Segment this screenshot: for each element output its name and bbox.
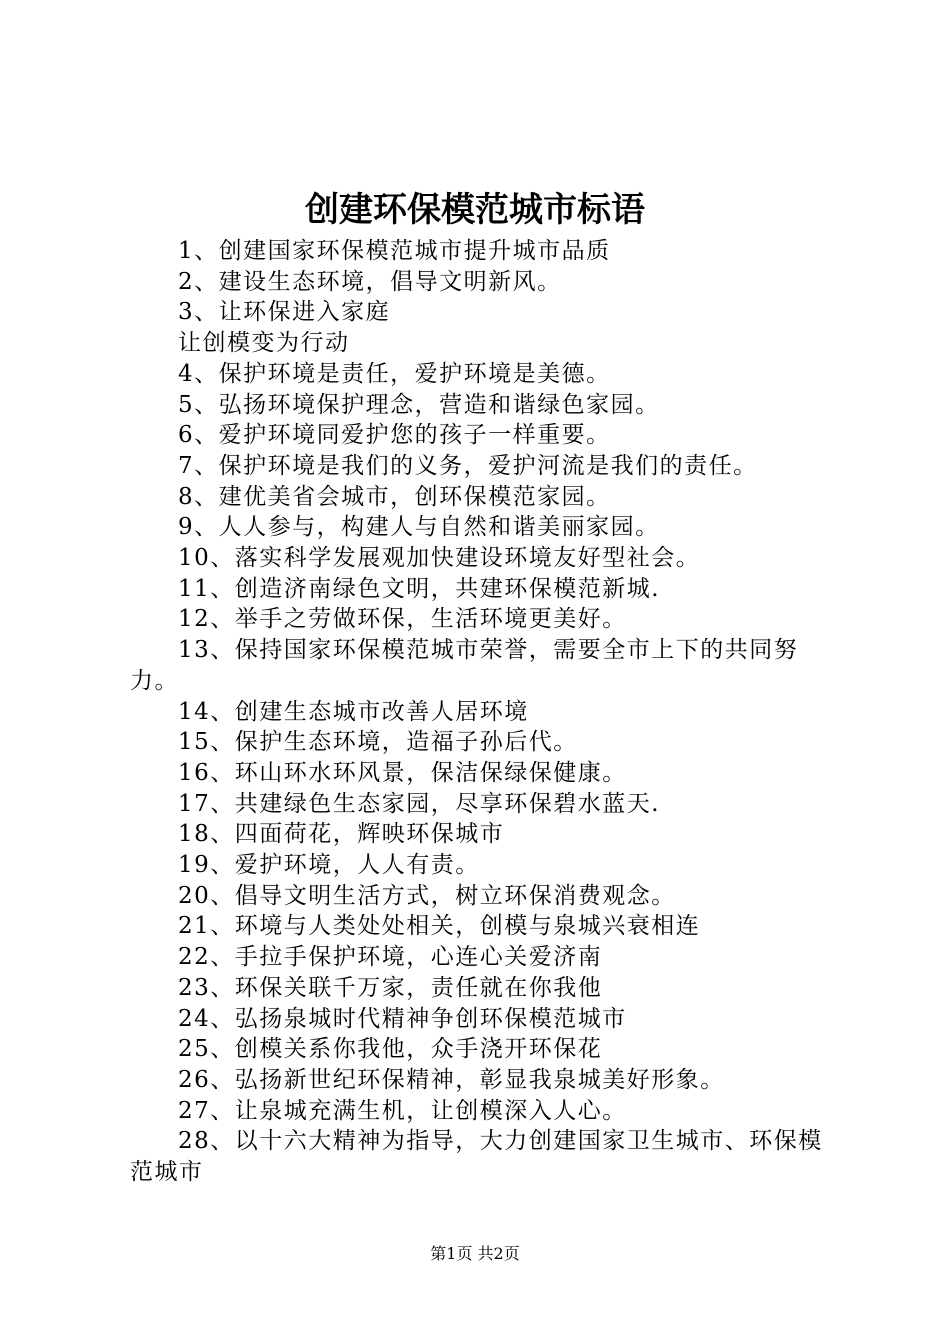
slogan-paragraph: 7、保护环境是我们的义务，爱护河流是我们的责任。 [178,452,758,479]
slogan-paragraph: 12、举手之劳做环保，生活环境更美好。 [178,606,627,633]
slogan-paragraph: 11、创造济南绿色文明，共建环保模范新城. [178,575,661,602]
document-title: 创建环保模范城市标语 [305,190,645,230]
slogan-paragraph: 让创模变为行动 [178,330,350,357]
slogan-paragraph: 20、倡导文明生活方式，树立环保消费观念。 [178,882,676,909]
slogan-paragraph: 21、环境与人类处处相关，创模与泉城兴衰相连 [178,913,701,940]
slogan-paragraph: 1、创建国家环保模范城市提升城市品质 [178,238,611,264]
slogan-paragraph: 18、四面荷花，辉映环保城市 [178,821,505,848]
slogan-paragraph: 2、建设生态环境，倡导文明新风。 [178,268,562,295]
slogan-paragraph: 28、以十六大精神为指导，大力创建国家卫生城市、环保模范城市 [130,1128,823,1186]
slogan-paragraph: 4、保护环境是责任，爱护环境是美德。 [178,360,611,387]
slogan-paragraph: 27、让泉城充满生机，让创模深入人心。 [178,1097,627,1124]
slogan-paragraph: 15、保护生态环境，造福子孙后代。 [178,729,578,756]
slogan-paragraph: 24、弘扬泉城时代精神争创环保模范城市 [178,1005,627,1032]
slogan-paragraph: 25、创模关系你我他，众手浇开环保花 [178,1036,603,1063]
slogan-paragraph: 22、手拉手保护环境，心连心关爱济南 [178,944,603,971]
page-footer: 第1页 共2页 [430,1244,520,1263]
slogan-paragraph: 5、弘扬环境保护理念，营造和谐绿色家园。 [178,391,660,418]
slogan-paragraph: 14、创建生态城市改善人居环境 [178,698,529,725]
slogan-paragraph: 13、保持国家环保模范城市荣誉，需要全市上下的共同努力。 [130,637,799,694]
slogan-paragraph: 3、让环保进入家庭 [178,299,391,326]
slogan-paragraph: 10、落实科学发展观加快建设环境友好型社会。 [178,545,701,572]
slogan-paragraph: 17、共建绿色生态家园，尽享环保碧水蓝天. [178,790,661,817]
slogan-paragraph: 19、爱护环境，人人有责。 [178,852,480,879]
document-body [130,236,832,1188]
slogan-paragraph: 26、弘扬新世纪环保精神，彰显我泉城美好形象。 [178,1066,725,1093]
slogan-paragraph: 9、人人参与，构建人与自然和谐美丽家园。 [178,514,660,541]
slogan-paragraph: 23、环保关联千万家，责任就在你我他 [178,974,603,1001]
slogan-paragraph: 8、建优美省会城市，创环保模范家园。 [178,483,611,510]
slogan-paragraph: 6、爱护环境同爱护您的孩子一样重要。 [178,422,611,449]
slogan-paragraph: 16、环山环水环风景，保洁保绿保健康。 [178,759,627,786]
